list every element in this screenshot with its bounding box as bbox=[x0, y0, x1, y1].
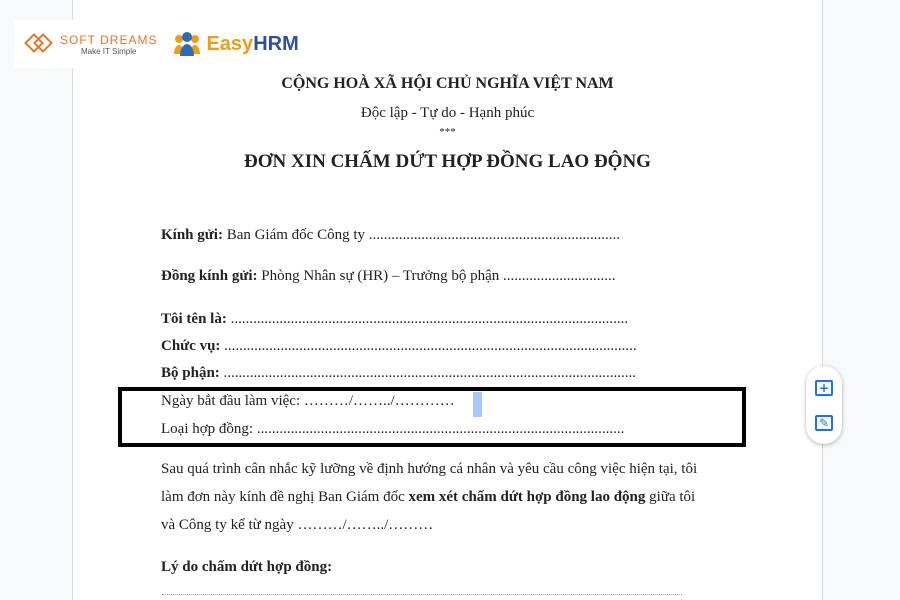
nation-heading: CỘNG HOÀ XÃ HỘI CHỦ NGHĨA VIỆT NAM bbox=[281, 75, 614, 92]
logo-bar bbox=[14, 20, 324, 68]
paragraph-line-3: và Công ty kể từ ngày ………/……../……… bbox=[161, 517, 434, 533]
document-title: ĐƠN XIN CHẤM DỨT HỢP ĐỒNG LAO ĐỘNG bbox=[244, 151, 651, 172]
paragraph-line-1: Sau quá trình cân nhắc kỹ lưỡng về định hướng cá nhân và yêu cầu công việc hiện tại, tôi bbox=[161, 461, 698, 477]
start-date-line[interactable]: Ngày bắt đầu làm việc: ………/……../………… bbox=[161, 393, 455, 409]
recipient-line[interactable]: Kính gửi: Ban Giám đốc Công ty ................................................................... bbox=[161, 227, 621, 243]
motto: Độc lập - Tự do - Hạnh phúc bbox=[360, 105, 535, 121]
cc-line[interactable]: Đồng kính gửi: Phòng Nhân sự (HR) – Trưởng bộ phận .............................. bbox=[161, 268, 616, 284]
text-selection-cursor bbox=[473, 392, 482, 417]
contract-type-line[interactable]: Loại hợp đồng: .................................................................................................. bbox=[161, 421, 625, 437]
softdreams-mark-icon bbox=[22, 30, 56, 58]
easyhrm-logo: Easy HRM bbox=[171, 30, 298, 58]
add-comment-icon[interactable]: + bbox=[815, 380, 833, 396]
department-line[interactable]: Bộ phận: .............................................................................................................. bbox=[161, 365, 637, 381]
name-line[interactable]: Tôi tên là: .......................................................................................................... bbox=[161, 311, 629, 327]
easyhrm-people-icon bbox=[171, 30, 203, 58]
side-actions-panel bbox=[806, 366, 842, 444]
reason-dotted-line bbox=[162, 594, 682, 595]
suggest-edit-icon[interactable]: ✎ bbox=[815, 415, 833, 431]
position-line[interactable]: Chức vụ: .............................................................................................................. bbox=[161, 338, 637, 354]
softdreams-logo: SOFT DREAMS Make IT Simple bbox=[22, 30, 157, 58]
separator-stars: *** bbox=[439, 126, 456, 138]
paragraph-line-2: làm đơn này kính đề nghị Ban Giám đốc xem xét chấm dứt hợp đồng lao động giữa tôi bbox=[161, 489, 696, 505]
reason-heading: Lý do chấm dứt hợp đồng: bbox=[161, 559, 333, 575]
